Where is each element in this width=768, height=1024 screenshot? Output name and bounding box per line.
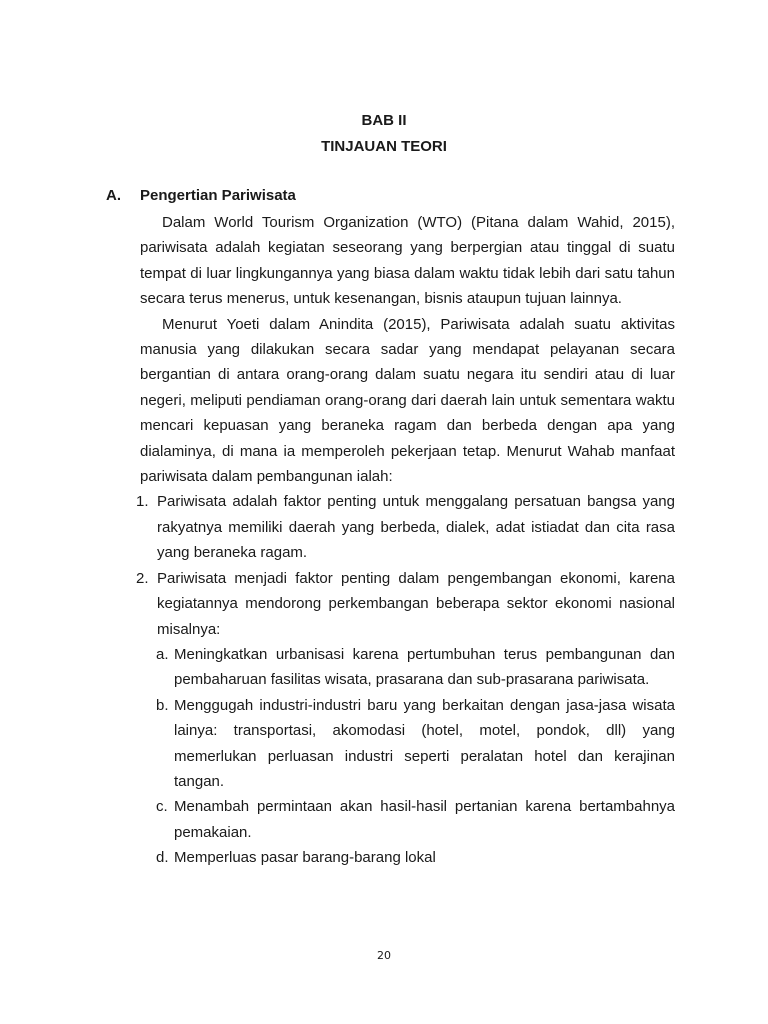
list-marker: c. xyxy=(156,798,168,816)
list-item-text: Pariwisata adalah faktor penting untuk menggalang persatuan bangsa yang rakyatnya memiliki daerah yang berbeda, dialek, adat istiadat dan cita rasa yang beraneka ragam. xyxy=(157,493,675,562)
list-item xyxy=(136,566,675,642)
list-item-text: Pariwisata menjadi faktor penting dalam pengembangan ekonomi, karena kegiatannya mendorong perkembangan beberapa sektor ekonomi nasional misalnya: xyxy=(157,569,675,638)
list-item-text: Meningkatkan urbanisasi karena pertumbuhan terus pembangunan dan pembaharuan fasilitas wisata, prasarana dan sub-prasarana pariwisata. xyxy=(174,645,675,689)
list-marker: b. xyxy=(156,696,169,714)
section-number: A. xyxy=(106,187,121,204)
sublist-item xyxy=(140,845,675,870)
list-item xyxy=(136,489,675,565)
sublist-item xyxy=(140,642,675,693)
sublist-item xyxy=(140,693,675,795)
list-item-text: Memperluas pasar barang-barang lokal xyxy=(174,849,436,867)
sublist-item xyxy=(140,794,675,845)
numbered-list xyxy=(136,489,675,641)
list-item-text: Menambah permintaan akan hasil-hasil pertanian karena bertambahnya pemakaian. xyxy=(174,798,675,841)
chapter-title: TINJAUAN TEORI xyxy=(321,138,447,155)
list-marker: a. xyxy=(156,645,169,663)
list-marker: d. xyxy=(156,849,169,867)
chapter-heading: BAB II xyxy=(361,112,407,129)
lettered-sublist xyxy=(140,642,675,871)
list-marker: 1. xyxy=(136,493,149,511)
paragraph: Dalam World Tourism Organization (WTO) (Pitana dalam Wahid, 2015), pariwisata adalah kegiatan seseorang yang berpergian atau tinggal di suatu tempat di luar lingkungannya yang biasa dalam waktu tidak lebih dari satu tahun secara terus menerus, untuk kesenangan, bisnis ataupun tujuan lainnya. xyxy=(140,214,675,308)
list-item-text: Menggugah industri-industri baru yang berkaitan dengan jasa-jasa wisata lainya: transportasi, akomodasi (hotel, motel, pondok, dll) yang memerlukan perluasan industri seperti peralatan hotel dan kerajinan tangan. xyxy=(174,696,675,790)
list-marker: 2. xyxy=(136,569,149,587)
body-text xyxy=(136,210,675,871)
paragraph: Menurut Yoeti dalam Anindita (2015), Pariwisata adalah suatu aktivitas manusia yang dilakukan secara sadar yang mendapat pelayanan secara bergantian di antara orang-orang dalam suatu negara itu sendiri atau di luar negeri, meliputi pendiaman orang-orang dari daerah lain untuk sementara waktu mencari kepuasan yang beraneka ragam dan berbeda dengan apa yang dialaminya, di mana ia memperoleh pekerjaan tetap. Menurut Wahab manfaat pariwisata dalam pembangunan ialah: xyxy=(140,315,675,486)
section-title: Pengertian Pariwisata xyxy=(140,187,296,204)
page-number: 20 xyxy=(377,949,391,962)
